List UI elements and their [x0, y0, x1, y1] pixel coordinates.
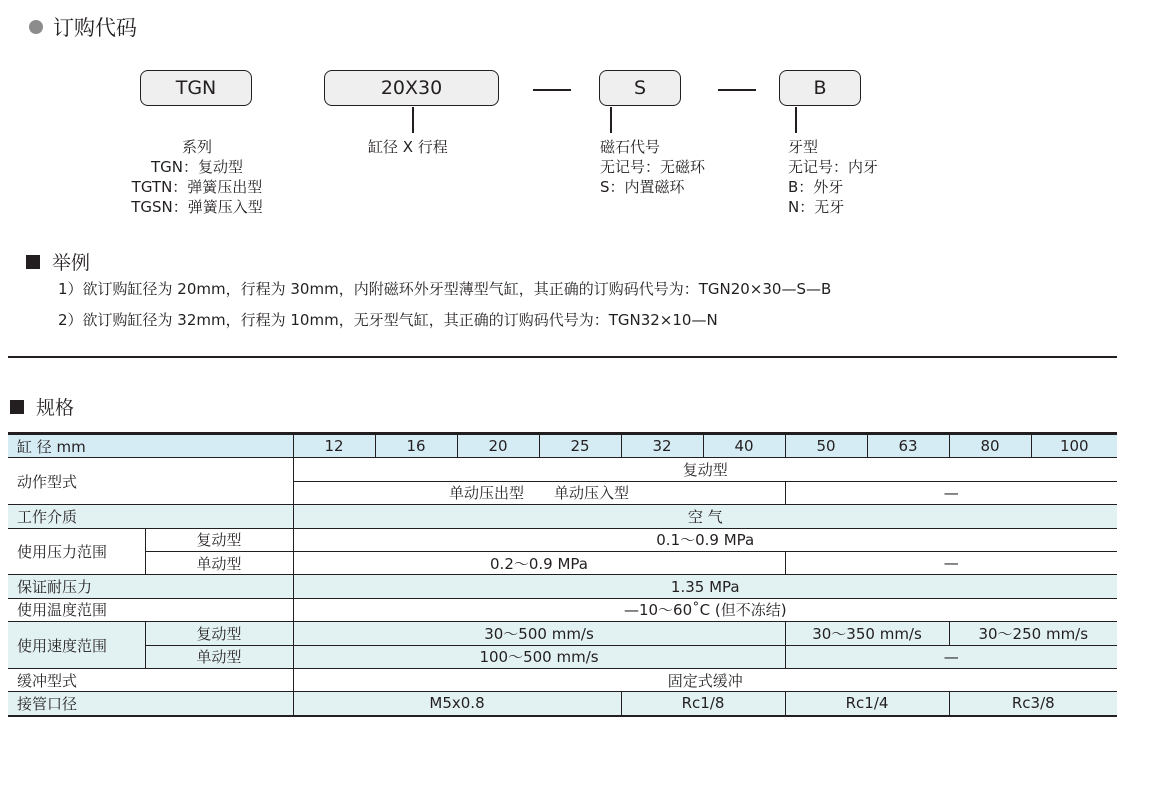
action-single-na: —: [785, 481, 1117, 504]
code-separator-dash: [718, 89, 756, 91]
code-pointer-line: [412, 107, 414, 133]
bore-cell: 20: [457, 434, 539, 458]
bore-header-label: 缸 径 mm: [8, 434, 293, 458]
code-separator-dash: [533, 89, 571, 91]
temperature-label: 使用温度范围: [8, 598, 293, 621]
code-box-magnet: S: [599, 70, 681, 106]
speed-double-label: 复动型: [145, 622, 293, 645]
spec-section-heading: 规格: [10, 393, 74, 420]
bullet-square-icon: [26, 255, 40, 269]
speed-single-label: 单动型: [145, 645, 293, 668]
proof-pressure-label: 保证耐压力: [8, 575, 293, 598]
series-description: 系列 TGN：复动型 TGTN：弹簧压出型 TGSN：弹簧压入型: [131, 138, 263, 216]
bore-cell: 40: [703, 434, 785, 458]
action-double-value: 复动型: [293, 458, 1117, 481]
cushion-label: 缓冲型式: [8, 668, 293, 691]
bullet-dot-icon: [29, 20, 43, 34]
speed-single-value: 100～500 mm/s: [293, 645, 785, 668]
speed-row-single: [8, 645, 1117, 668]
pressure-row-double: [8, 528, 1117, 551]
example-section-heading: 举例: [26, 248, 90, 275]
medium-row: [8, 505, 1117, 528]
code-box-series: TGN: [140, 70, 252, 106]
port-size-value: M5x0.8: [293, 692, 621, 716]
speed-single-na: —: [785, 645, 1117, 668]
bullet-square-icon: [10, 400, 24, 414]
example-line-1: 1）欲订购缸径为 20mm，行程为 30mm，内附磁环外牙型薄型气缸，其正确的订购码代号为：TGN20×30—S—B: [58, 280, 832, 298]
speed-double-value-mid: 30～350 mm/s: [785, 622, 949, 645]
pressure-double-label: 复动型: [145, 528, 293, 551]
speed-double-value-large: 30～250 mm/s: [949, 622, 1117, 645]
pressure-double-value: 0.1～0.9 MPa: [293, 528, 1117, 551]
pressure-single-na: —: [785, 551, 1117, 574]
medium-value: 空 气: [293, 505, 1117, 528]
bore-cell: 25: [539, 434, 621, 458]
bore-cell: 63: [867, 434, 949, 458]
port-size-value: Rc1/8: [621, 692, 785, 716]
proof-pressure-row: [8, 575, 1117, 598]
proof-pressure-value: 1.35 MPa: [293, 575, 1117, 598]
pressure-range-label: 使用压力范围: [8, 528, 145, 575]
magnet-description: 磁石代号 无记号：无磁环 S：内置磁环: [600, 138, 706, 196]
port-size-value: Rc3/8: [949, 692, 1117, 716]
example-line-2: 2）欲订购缸径为 32mm，行程为 10mm，无牙型气缸，其正确的订购码代号为：TGN32×10—N: [58, 311, 718, 329]
speed-row-double: [8, 622, 1117, 645]
order-section-heading: 订购代码: [29, 12, 137, 42]
code-pointer-line: [795, 107, 797, 133]
bore-cell: 100: [1031, 434, 1117, 458]
thread-description: 牙型 无记号：内牙 B：外牙 N：无牙: [788, 138, 879, 216]
pressure-row-single: [8, 551, 1117, 574]
cushion-row: [8, 668, 1117, 691]
bore-cell: 12: [293, 434, 375, 458]
action-type-row: [8, 458, 1117, 481]
temperature-value: —10～60˚C (但不冻结): [293, 598, 1117, 621]
speed-double-value-small: 30～500 mm/s: [293, 622, 785, 645]
speed-range-label: 使用速度范围: [8, 622, 145, 669]
bore-cell: 50: [785, 434, 867, 458]
bore-cell: 32: [621, 434, 703, 458]
medium-label: 工作介质: [8, 505, 293, 528]
code-box-thread: B: [779, 70, 861, 106]
port-size-row: [8, 692, 1117, 716]
bore-cell: 16: [375, 434, 457, 458]
action-type-label: 动作型式: [8, 458, 293, 505]
pressure-single-label: 单动型: [145, 551, 293, 574]
port-size-value: Rc1/4: [785, 692, 949, 716]
spec-header-row: [8, 434, 1117, 458]
spec-table: [8, 432, 1117, 717]
action-single-value: 单动压出型 单动压入型: [293, 481, 785, 504]
code-pointer-line: [610, 107, 612, 133]
section-divider: [8, 356, 1117, 358]
cushion-value: 固定式缓冲: [293, 668, 1117, 691]
bore-stroke-description: 缸径 X 行程: [368, 138, 448, 156]
code-box-bore-stroke: 20X30: [324, 70, 499, 106]
bore-cell: 80: [949, 434, 1031, 458]
pressure-single-value: 0.2～0.9 MPa: [293, 551, 785, 574]
temperature-row: [8, 598, 1117, 621]
port-size-label: 接管口径: [8, 692, 293, 716]
